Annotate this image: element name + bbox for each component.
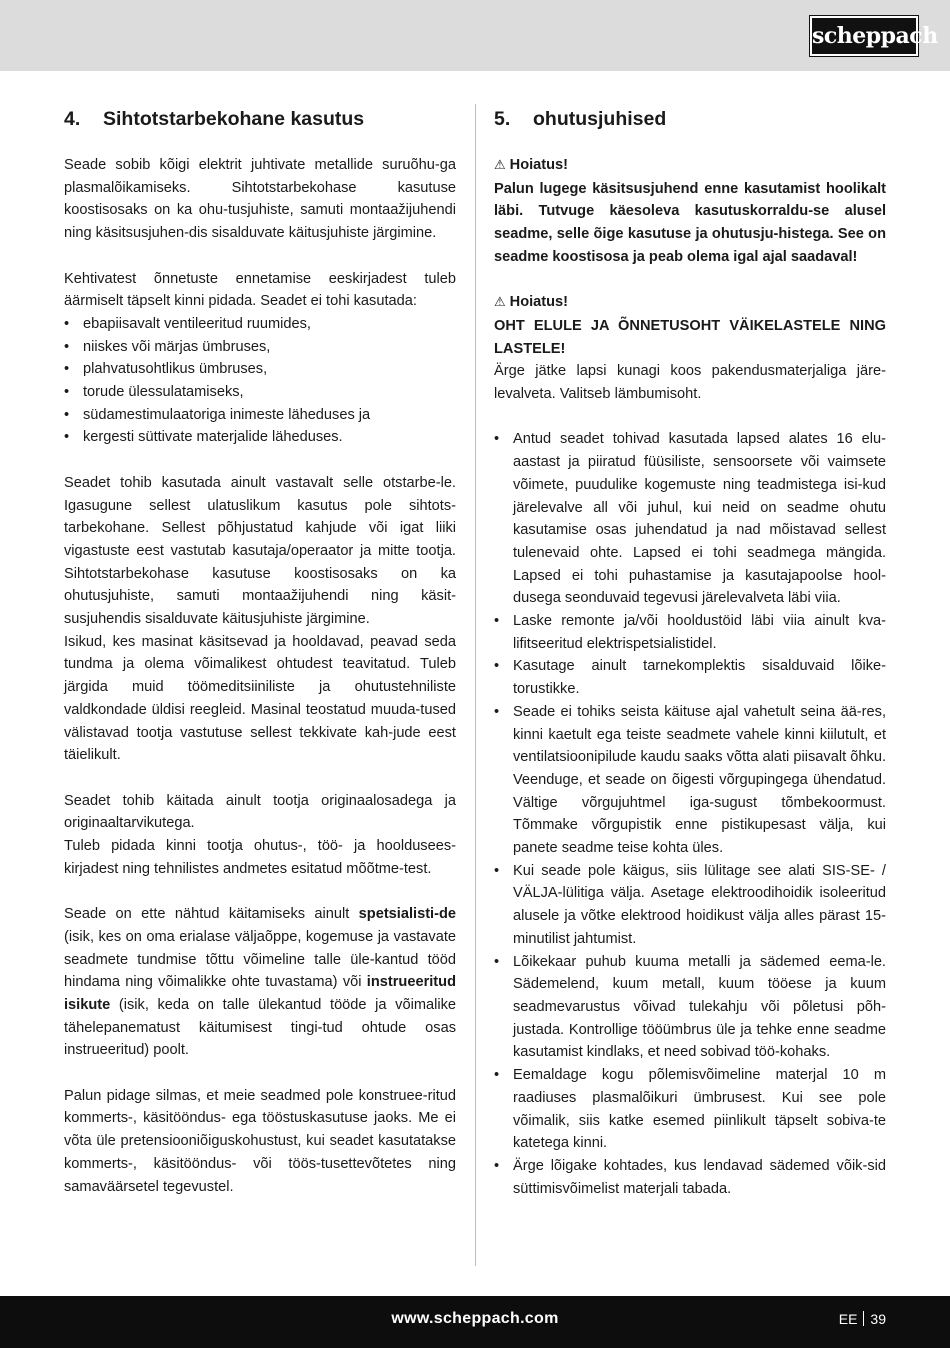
- usage-restrictions-list: [64, 313, 456, 449]
- left-column: [64, 104, 456, 1198]
- bullet-icon: •: [64, 315, 70, 332]
- list-item: • Seade ei tohiks seista käituse ajal vahetult seina ää-res, kinni kaetult ega teiste seadmete vahele kinni kiilutult, et ventilatsioonipilude kaudu saaks võtta alati piisavalt õhku. Veenduge, et seade on õigesti võrgupingega ühendatud. Vältige võrgujuhtmel iga-sugust tõmbekoormust. Tõmmake võrgupistik enne pistikupesast välja, kui panete seadme teise kohta üles.: [494, 701, 886, 860]
- list-item: • Kui seade pole käigus, siis lülitage see alati SIS-SE- / VÄLJA-lülitiga välja. Asetage elektroodihoidik isoleeritud alusele ja võtke elektrood hoidikust välja alles pärast 15-minutilist jahtumist.: [494, 860, 886, 951]
- page-number: [839, 1311, 886, 1327]
- list-item: • Lõikekaar puhub kuuma metalli ja sädemed eema-le. Sädemelend, kuum metall, kuum tööese ja kuum seadmevarustus võivad tulekahju või põletusi põh-justada. Kontrollige tööümbrus üle ja tehke enne seadme kasutamist kindlaks, et need sobivad töö-kohaks.: [494, 951, 886, 1065]
- list-item: • Ärge lõigake kohtades, kus lendavad sädemed võik-sid süttimisvõimelist materjali tabada.: [494, 1155, 886, 1200]
- bullet-icon: •: [494, 953, 500, 970]
- list-item: • südamestimulaatoriga inimeste läheduses ja: [64, 404, 456, 427]
- section-heading-5: [494, 104, 886, 134]
- list-item: • ebapiisavalt ventileeritud ruumides,: [64, 313, 456, 336]
- list-item: • Antud seadet tohivad kasutada lapsed alates 16 elu-aastast ja piiratud füüsiliste, sensoorsete või vaimsete võimete, puudulike kogemuste ning teadmistega isi-kud järelevalve all või juhul, kui neid on seadme ohutu kasutamise osas juhendatud ja nad mõistavad sellest tulenevaid ohte. Lapsed ei tohi seadmega mängida. Lapsed ei tohi puhastamise ja kasutajapoolse hool-dusega seonduvaid tegevusi järelevalveta läbi viia.: [494, 428, 886, 610]
- heading-title: ohutusjuhised: [533, 108, 667, 130]
- paragraph: Isikud, kes masinat käsitsevad ja hooldavad, peavad seda tundma ja olema võimalikest ohtudest teavitatud. Tuleb järgida muid töömeditsiiniliste ja ohutustehniliste valdkondade üldisi reegleid. Masinal teostatud muuda-tused välistavad tootja vastutuse sellest tekkivate kah-jude eest täielikult.: [64, 633, 456, 764]
- bullet-icon: •: [494, 613, 500, 630]
- paragraph: Palun pidage silmas, et meie seadmed pole konstruee-ritud kommerts-, käsitööndus- ega tööstuskasutuse jaoks. Me ei võta üle pretensiooniõiguskohustust, kui seadet kasutatakse kommerts-, käsitööndus- või töös-tusettevõtetes ning samaväärsetel tegevustel.: [64, 1087, 456, 1195]
- warning-label: ⚠ Hoiatus!: [494, 154, 886, 178]
- warning-heading: OHT ELULE JA ÕNNETUSOHT VÄIKELASTELE NING LASTELE!: [494, 317, 886, 357]
- paragraph: Seadet tohib kasutada ainult vastavalt selle otstarbe-le. Igasugune sellest ulatuslikum kasutus pole sihtots-tarbekohane. Sellest põhjustatud kahjude või igat liiki vigastuste eest vastutab kasutaja/operaator ja mitte tootja. Sihtotstarbekohase kasutuse koostisosaks on ka ohutusjuhiste, samuti montaažijuhendi ning käsit-susjuhendis sisalduvate käitusjuhiste järgimine.: [64, 474, 456, 628]
- heading-number: 4.: [64, 108, 81, 130]
- header-bar: [0, 0, 950, 71]
- paragraph: Seade sobib kõigi elektrit juhtivate metallide suruõhu-ga plasmalõikamiseks. Sihtotstarbekohase kasutuse koostisosaks on ka ohu-tusjuhiste, samuti montaažijuhendi ning käsitsusjuhen-dis sisalduvate käitusjuhiste järgimine.: [64, 157, 456, 242]
- scheppach-logo: scheppach: [810, 16, 918, 56]
- paragraph: Tuleb pidada kinni tootja ohutus-, töö- ja hooldusees-kirjadest ning tehnilistes andmetes esitatud mõõtme-test.: [64, 838, 456, 877]
- list-item: • Kasutage ainult tarnekomplektis sisalduvaid lõike-torustikke.: [494, 655, 886, 700]
- language-code: EE: [838, 1311, 858, 1327]
- bullet-icon: •: [64, 361, 70, 378]
- list-item: • torude ülessulatamiseks,: [64, 381, 456, 404]
- bullet-icon: •: [64, 429, 70, 446]
- bullet-icon: •: [64, 384, 70, 401]
- heading-number: 5.: [494, 108, 511, 130]
- bullet-icon: •: [494, 658, 500, 675]
- bullet-icon: •: [494, 862, 500, 879]
- website-link[interactable]: www.scheppach.com: [391, 1310, 559, 1327]
- warning-text: Ärge jätke lapsi kunagi koos pakendusmaterjaliga järe-levalveta. Valitseb lämbumisoht.: [494, 363, 886, 403]
- bullet-icon: •: [494, 703, 500, 720]
- list-item: • Laske remonte ja/või hooldustöid läbi viia ainult kva-lifitseeritud elektrispetsialistidel.: [494, 610, 886, 655]
- bullet-icon: •: [64, 338, 70, 355]
- warning-label: ⚠ Hoiatus!: [494, 291, 886, 315]
- bullet-icon: •: [494, 1157, 500, 1174]
- list-item: • plahvatusohtlikus ümbruses,: [64, 358, 456, 381]
- safety-list: [494, 428, 886, 1200]
- bullet-icon: •: [494, 431, 500, 448]
- warning-text: Palun lugege käsitsusjuhend enne kasutamist hoolikalt läbi. Tutvuge käesoleva kasutuskorraldu-se alusel seadme, selle õige kasutuse ja ohutusju-histega. See on seadme koostisosa ja peab olema igal ajal saadaval!: [494, 180, 886, 265]
- paragraph: Kehtivatest õnnetuste ennetamise eeskirjadest tuleb äärmiselt täpselt kinni pidada. Seadet ei tohi kasutada:: [64, 270, 456, 310]
- warning-triangle-icon: ⚠: [494, 295, 506, 311]
- footer-bar: [0, 1296, 950, 1348]
- page-number-value: 39: [870, 1311, 886, 1327]
- list-item: • Eemaldage kogu põlemisvõimeline materjal 10 m raadiuses plasmalõikuri ümbrusest. Kui see pole võimalik, siis katke esemed piinlikult täpselt sobiva-te katetega kinni.: [494, 1064, 886, 1155]
- heading-title: Sihtotstarbekohane kasutus: [103, 108, 365, 130]
- list-item: • niiskes või märjas ümbruses,: [64, 336, 456, 359]
- paragraph: Seadet tohib käitada ainult tootja originaalosadega ja originaaltarvikutega.: [64, 792, 456, 832]
- bullet-icon: •: [494, 1067, 500, 1084]
- right-column: [494, 104, 886, 1200]
- column-divider: [475, 104, 476, 1266]
- list-item: • kergesti süttivate materjalide läheduses.: [64, 426, 456, 449]
- bullet-icon: •: [64, 406, 70, 423]
- paragraph: Seade on ette nähtud käitamiseks ainult spetsialisti-de (isik, kes on oma erialase väljaõppe, kogemuse ja vastavate seadmete tundmise tõttu võimeline talle üle-kantud tööd hindama ning võimalikke ohte tuvastama) või instrueeritud isikute (isik, keda on talle ülekantud tööde ja võimalike tähelepanematust käitumisest tingi-tud ohtude osas instrueeritud) poolt.: [64, 906, 456, 1059]
- section-heading-4: [64, 104, 456, 134]
- warning-triangle-icon: ⚠: [494, 158, 506, 173]
